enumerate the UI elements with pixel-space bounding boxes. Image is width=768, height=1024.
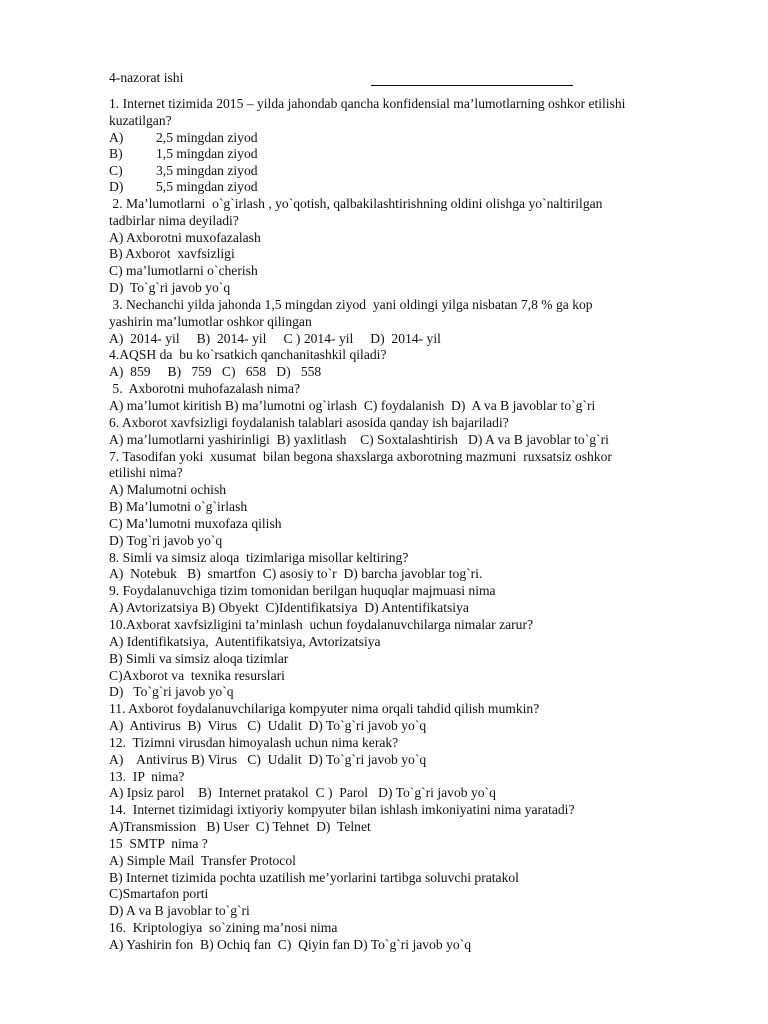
questions-list <box>109 196 709 954</box>
document-line: A) Axborotni muxofazalash <box>109 229 261 245</box>
document-line: 12. Tizimni virusdan himoyalash uchun nima kerak? <box>109 734 399 750</box>
document-line: 5. Axborotni muhofazalash nima? <box>109 381 301 397</box>
question-text: kuzatilgan? <box>109 112 172 128</box>
document-line: C) ma’lumotlarni o`cherish <box>109 263 258 279</box>
document-line: B) Axborot xavfsizligi <box>109 246 235 262</box>
document-line: D) Tog`ri javob yo`q <box>109 532 223 548</box>
document-line: A) Malumotni ochish <box>109 482 227 498</box>
document-line: 11. Axborot foydalanuvchilariga kompyuter nima orqali tahdid qilish mumkin? <box>109 701 540 717</box>
document-line: tadbirlar nima deyiladi? <box>109 212 239 228</box>
document-line: 16. Kriptologiya so`zining ma’nosi nima <box>109 920 338 936</box>
document-line: A) ma’lumot kiritish B) ma’lumotni og`irlash C) foydalanish D) A va B javoblar to`g`ri <box>109 398 596 413</box>
answer-option: D) 5,5 mingdan ziyod <box>109 179 258 195</box>
document-page <box>109 69 709 954</box>
document-line: 10.Axborat xavfsizligini ta’minlash uchun foydalanuvchilarga nimalar zarur? <box>109 616 534 632</box>
document-line: etilishi nima? <box>109 465 183 481</box>
document-line: A) Ipsiz parol B) Internet pratakol C ) Parol D) To`g`ri javob yo`q <box>109 785 496 801</box>
document-line: A) Antivirus B) Virus C) Udalit D) To`g`ri javob yo`q <box>109 718 427 734</box>
document-line: 13. IP nima? <box>109 768 185 784</box>
document-line: 2. Ma’lumotlarni o`g`irlash , yo`qotish, qalbakilashtirishning oldini olishga yo`naltirilgan <box>109 195 603 211</box>
document-line: B) Ma’lumotni o`g`irlash <box>109 499 248 515</box>
document-line: 9. Foydalanuvchiga tizim tomonidan berilgan huquqlar majmuasi nima <box>109 583 496 599</box>
document-line: A) 2014- yil B) 2014- yil C ) 2014- yil D) 2014- yil <box>109 330 441 346</box>
document-line: B) Internet tizimida pochta uzatilish me’yorlarini tartibga soluvchi pratakol <box>109 869 519 885</box>
page-title: 4-nazorat ishi <box>109 70 184 85</box>
document-line: B) Simli va simsiz aloqa tizimlar <box>109 650 289 666</box>
question-1 <box>109 96 709 196</box>
document-line: 8. Simli va simsiz aloqa tizimlariga misollar keltiring? <box>109 549 409 565</box>
question-text: 1. Internet tizimida 2015 – yilda jahondab qancha konfidensial ma’lumotlarning oshkor etilishi <box>109 96 626 111</box>
document-line: 4.AQSH da bu ko`rsatkich qanchanitashkil qiladi? <box>109 347 387 363</box>
document-line: D) To`g`ri javob yo`q <box>109 684 234 700</box>
document-line: 7. Tasodifan yoki xusumat bilan begona shaxslarga axborotning mazmuni ruxsatsiz oshkor <box>109 448 612 464</box>
document-line: D) A va B javoblar to`g`ri <box>109 903 250 919</box>
document-line: A) Notebuk B) smartfon C) asosiy to`r D) barcha javoblar tog`ri. <box>109 566 483 582</box>
answer-option: A) 2,5 mingdan ziyod <box>109 129 258 145</box>
name-blank-line <box>371 72 573 86</box>
document-line: A) Identifikatsiya, Autentifikatsiya, Avtorizatsiya <box>109 633 381 649</box>
document-line: A) Simple Mail Transfer Protocol <box>109 852 296 868</box>
document-line: 6. Axborot xavfsizligi foydalanish talablari asosida qanday ish bajariladi? <box>109 414 509 430</box>
document-line: 14. Internet tizimidagi ixtiyoriy kompyuter bilan ishlash imkoniyatini nima yaratadi? <box>109 802 575 818</box>
document-line: A)Transmission B) User C) Tehnet D) Telnet <box>109 819 371 835</box>
document-line: D) To`g`ri javob yo`q <box>109 280 231 296</box>
document-line: A) Yashirin fon B) Ochiq fan C) Qiyin fan D) To`g`ri javob yo`q <box>109 937 471 952</box>
document-line: 3. Nechanchi yilda jahonda 1,5 mingdan ziyod yani oldingi yilga nisbatan 7,8 % ga kop <box>109 296 593 312</box>
document-line: A) Avtorizatsiya B) Obyekt C)Identifikatsiya D) Antentifikatsiya <box>109 600 469 616</box>
document-line: yashirin ma’lumotlar oshkor qilingan <box>109 313 312 329</box>
document-line: C)Smartafon porti <box>109 886 209 902</box>
document-header <box>109 69 709 86</box>
document-line: C) Ma’lumotni muxofaza qilish <box>109 515 282 531</box>
document-line: A) 859 B) 759 C) 658 D) 558 <box>109 364 322 380</box>
document-line: 15 SMTP nima ? <box>109 835 208 851</box>
answer-option: B) 1,5 mingdan ziyod <box>109 146 258 162</box>
document-line: A) Antivirus B) Virus C) Udalit D) To`g`ri javob yo`q <box>109 751 427 767</box>
document-line: C)Axborot va texnika resurslari <box>109 667 285 683</box>
document-line: A) ma’lumotlarni yashirinligi B) yaxlitlash C) Soxtalashtirish D) A va B javoblar to`g`ri <box>109 431 609 447</box>
answer-option: C) 3,5 mingdan ziyod <box>109 162 258 178</box>
